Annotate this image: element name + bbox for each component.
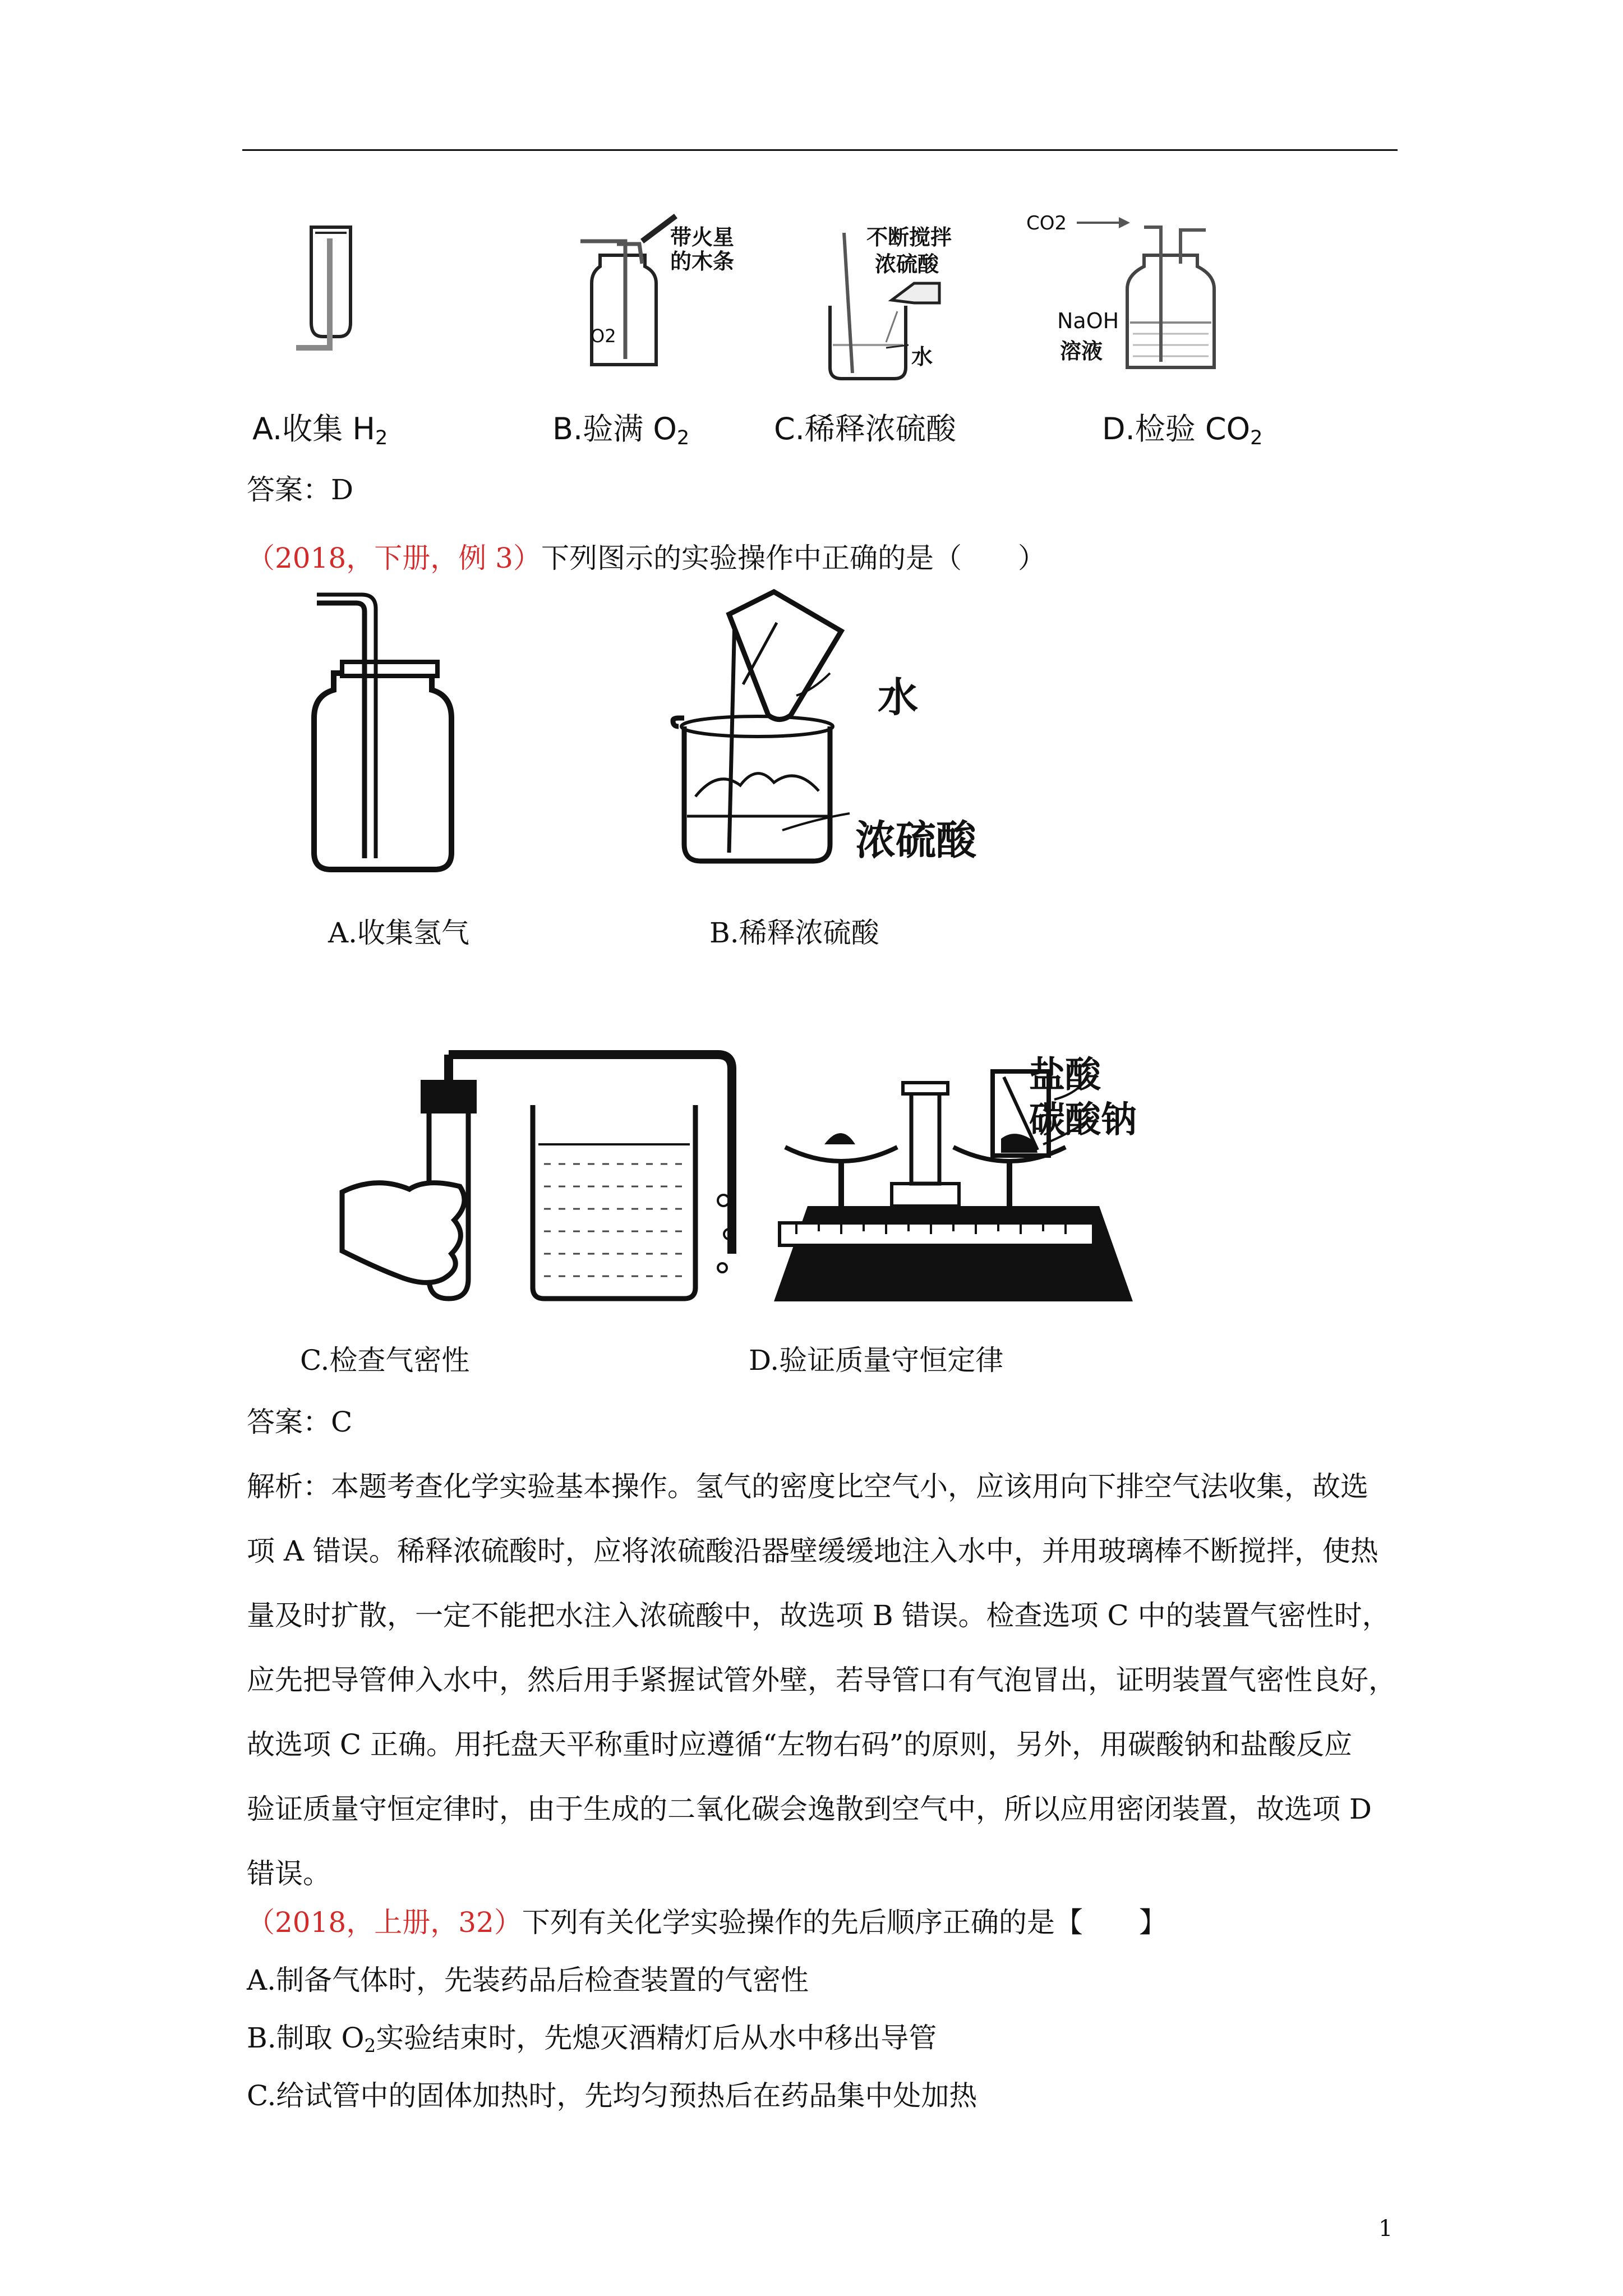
q2-analysis-line-2: 项 A 错误。稀释浓硫酸时，应将浓硫酸沿器壁缓缓地注入水中，并用玻璃棒不断搅拌，使热 xyxy=(247,1535,1378,1567)
q2-analysis-line-4: 应先把导管伸入水中，然后用手紧握试管外壁，若导管口有气泡冒出，证明装置气密性良好， xyxy=(247,1664,1396,1696)
q1-b-note-line2: 的木条 xyxy=(670,249,735,274)
q2-b-acid-label: 浓硫酸 xyxy=(855,817,977,864)
q1-answer: 答案：D xyxy=(247,473,354,506)
q2-analysis-line-6: 验证质量守恒定律时，由于生成的二氧化碳会逸散到空气中，所以应用密闭装置，故选项 D xyxy=(247,1793,1372,1825)
q3-option-b: B.制取 $O_2$实验结束时，先熄灭酒精灯后从水中移出导管 xyxy=(247,2022,937,2057)
q2-option-a: A.收集氢气 xyxy=(328,917,470,949)
q1-c-water-label: 水 xyxy=(911,344,933,369)
q1-c-note-acid: 浓硫酸 xyxy=(875,252,939,277)
q1-d-gas-label: CO2 xyxy=(1026,212,1067,234)
q3-stem: （2018，上册，32）下列有关化学实验操作的先后顺序正确的是【 】 xyxy=(247,1906,1167,1939)
q2-option-b: B.稀释浓硫酸 xyxy=(709,917,879,949)
q1-d-solution-label-2: 溶液 xyxy=(1060,339,1103,364)
q3-source: （2018，上册，32） xyxy=(247,1906,522,1939)
q2-analysis-line-1: 解析：本题考查化学实验基本操作。氢气的密度比空气小，应该用向下排空气法收集，故选 xyxy=(247,1470,1368,1503)
q1-figure-d-test-co2 xyxy=(1009,210,1262,390)
q1-b-bottle-label: O2 xyxy=(591,325,616,347)
q1-option-c: C.稀释浓硫酸 xyxy=(774,411,956,447)
q2-option-d: D.验证质量守恒定律 xyxy=(749,1344,1004,1377)
q3-option-c: C.给试管中的固体加热时，先均匀预热后在药品集中处加热 xyxy=(247,2079,978,2112)
q1-option-d: D.检验 $CO_2$ xyxy=(1102,411,1263,449)
q2-d-hcl-label: 盐酸 xyxy=(1029,1055,1101,1096)
q2-b-water-label: 水 xyxy=(878,674,919,721)
q1-option-a: A.收集 $H_2$ xyxy=(252,411,388,449)
q1-d-solution-label-1: NaOH xyxy=(1057,309,1119,333)
q1-figure-a-collect-h2 xyxy=(286,222,376,390)
header-rule xyxy=(242,149,1398,151)
q2-option-c: C.检查气密性 xyxy=(300,1344,470,1377)
q2-d-na2co3-label: 碳酸钠 xyxy=(1029,1099,1137,1141)
q3-option-a: A.制备气体时，先装药品后检查装置的气密性 xyxy=(247,1964,809,1996)
page-number: 1 xyxy=(1378,2216,1393,2242)
q2-analysis-line-3: 量及时扩散，一定不能把水注入浓硫酸中，故选项 B 错误。检查选项 C 中的装置气密性时， xyxy=(247,1599,1390,1632)
q2-figure-c-airtightness-check xyxy=(336,1049,757,1301)
q1-option-b: B.验满 $O_2$ xyxy=(552,411,690,449)
q2-analysis-line-7: 错误。 xyxy=(247,1857,331,1890)
q2-stem: （2018，下册，例 3）下列图示的实验操作中正确的是（ ） xyxy=(247,542,1046,574)
q2-source: （2018，下册，例 3） xyxy=(247,542,541,574)
q2-analysis-line-5: 故选项 C 正确。用托盘天平称重时应遵循“左物右码”的原则，另外，用碳酸钠和盐酸反应 xyxy=(247,1728,1353,1761)
q2-answer: 答案：C xyxy=(247,1406,353,1438)
q2-figure-a-collect-hydrogen xyxy=(303,595,471,881)
q1-c-note-stir: 不断搅拌 xyxy=(866,225,952,250)
q1-b-note-line1: 带火星 xyxy=(670,225,735,250)
